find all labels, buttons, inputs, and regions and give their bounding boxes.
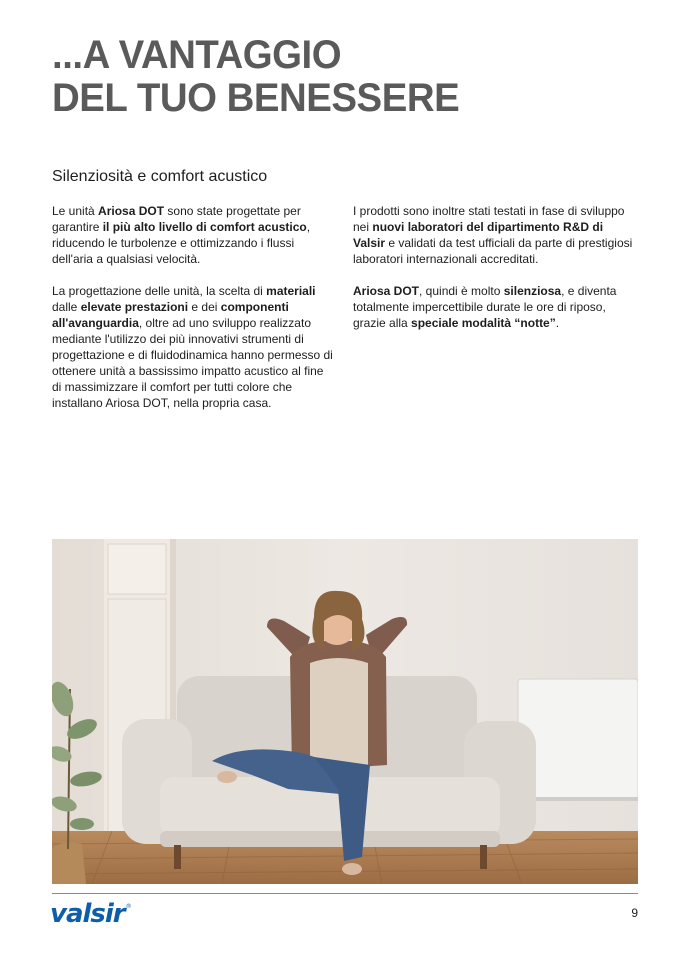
bold-run: silenziosa — [503, 284, 562, 298]
left-text-column — [52, 203, 334, 427]
footer-divider — [52, 893, 638, 894]
text-run: , riducendo le turbolenze e ottimizzando i flussi dell'aria a qualsiasi velocità. — [52, 220, 311, 266]
bold-run: Ariosa DOT — [98, 204, 165, 218]
bold-run: componenti all'avanguardia — [52, 300, 289, 330]
text-run: e validati da test ufficiali da parte di prestigiosi laboratori internazionali accreditati. — [353, 236, 633, 266]
text-run: , oltre ad uno sviluppo realizzato mediante l'utilizzo dei più innovativi strumenti di progettazione e di fluidodinamica hanno permesso di ottenere unità a bassissimo impatto acustico al fine di massimizzare il comfort per tutti colore che installano Ariosa DOT, nella propria casa. — [52, 316, 333, 410]
left-paragraph-1 — [52, 203, 334, 267]
text-run: , e diventa totalmente impercettibile durate le ore di riposo, grazie alla — [353, 284, 617, 330]
right-paragraph-2 — [353, 283, 635, 331]
text-run: , quindi è molto — [419, 284, 504, 298]
page-title-line-2: DEL TUO BENESSERE — [52, 76, 460, 120]
valsir-logo — [50, 899, 131, 929]
page-title-line-1: ...A VANTAGGIO — [52, 33, 342, 77]
bold-run: elevate prestazioni — [80, 300, 189, 314]
page-number: 9 — [631, 906, 638, 920]
left-paragraph-2 — [52, 283, 334, 411]
valsir-logo-text: valsir — [50, 899, 125, 929]
text-run: I prodotti sono inoltre stati testati in fase di sviluppo nei — [353, 204, 625, 234]
hero-photo — [52, 539, 638, 884]
text-run: dalle — [52, 300, 81, 314]
text-run: La progettazione delle unità, la scelta di — [52, 284, 267, 298]
text-run: Le unità — [52, 204, 99, 218]
text-run: sono state progettate per garantire — [52, 204, 301, 234]
text-run: . — [555, 316, 560, 330]
text-run: e dei — [188, 300, 221, 314]
relaxing-woman-on-sofa-illustration — [52, 539, 638, 884]
bold-run: materiali — [266, 284, 316, 298]
bold-run: il più alto livello di comfort acustico — [102, 220, 307, 234]
right-paragraph-1 — [353, 203, 635, 267]
bold-run: nuovi laboratori del dipartimento R&D di Valsir — [353, 220, 604, 250]
page-title — [52, 34, 459, 120]
registered-mark: ® — [125, 903, 131, 910]
bold-run: speciale modalità “notte” — [411, 316, 556, 330]
bold-run: Ariosa DOT — [353, 284, 420, 298]
section-subtitle: Silenziosità e comfort acustico — [52, 168, 268, 185]
right-text-column — [353, 203, 635, 347]
